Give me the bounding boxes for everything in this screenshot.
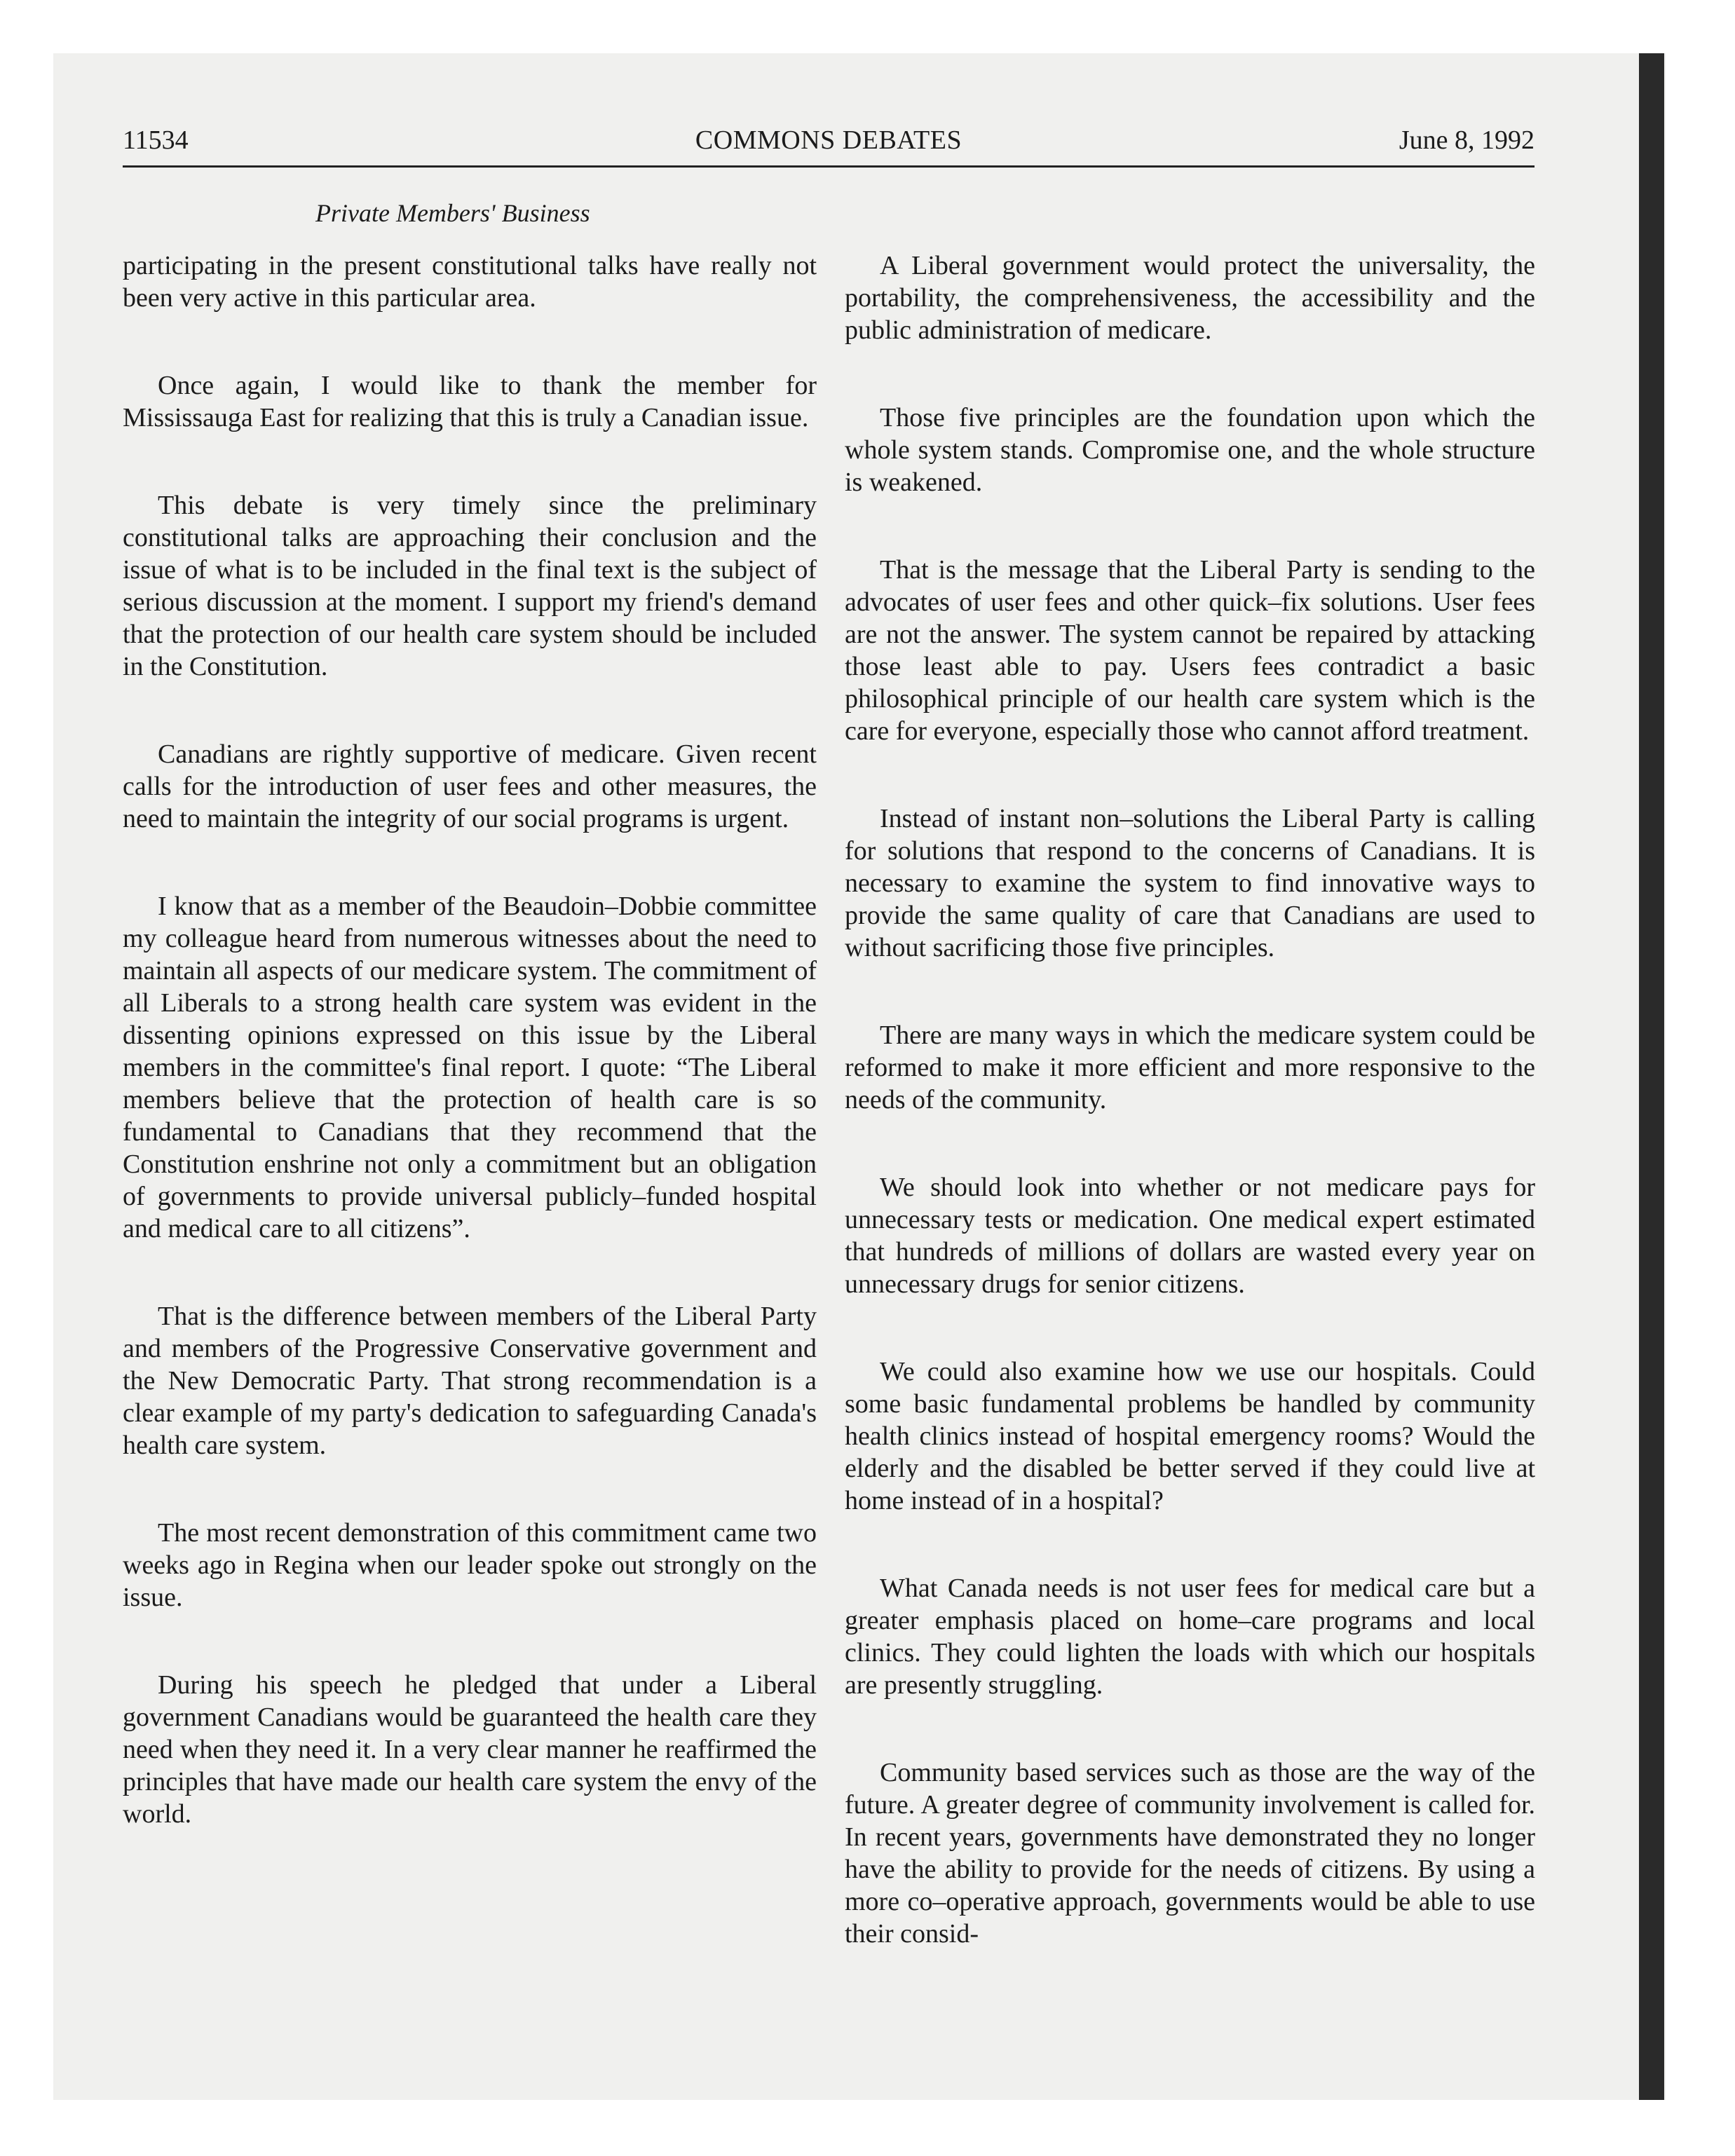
paragraph: That is the difference between members of the Liberal Party and members of the Progressive Conservative government and the New Democratic Party. That strong recommendation is a clear example of my party's dedication to safeguarding Canada's health care system. [123, 1302, 817, 1460]
paragraph: Instead of instant non–solutions the Liberal Party is calling for solutions that respond to the concerns of Canadians. It is necessary to examine the system to find innovative ways to provide the same quality of care that Canadians are used to without sacrificing those five principles. [845, 804, 1535, 962]
paragraph: The most recent demonstration of this commitment came two weeks ago in Regina when our leader spoke out strongly on the issue. [123, 1518, 817, 1612]
section-label: Private Members' Business [315, 199, 590, 227]
paragraph: We should look into whether or not medicare pays for unnecessary tests or medication. One medical expert estimated that hundreds of millions of dollars are wasted every year on unnecessary drugs for senior citizens. [845, 1173, 1535, 1299]
paragraph: We could also examine how we use our hospitals. Could some basic fundamental problems be handled by community health clinics instead of hospital emergency rooms? Would the elderly and the disabled be better served if they could live at home instead of in a hospital? [845, 1357, 1535, 1515]
paragraph: That is the message that the Liberal Party is sending to the advocates of user fees and other quick–fix solutions. User fees are not the answer. The system cannot be repaired by attacking those least able to pay. Users fees contradict a basic philosophical principle of our health care system which is the care for everyone, especially those who cannot afford treatment. [845, 555, 1535, 746]
paragraph: Community based services such as those are the way of the future. A greater degree of community involvement is called for. In recent years, governments have demonstrated they no longer have the ability to provide for the needs of citizens. By using a more co–operative approach, governments would be able to use their consid- [845, 1758, 1535, 1949]
header-rule [123, 165, 1535, 168]
page-header [123, 125, 1535, 165]
paragraph: I know that as a member of the Beaudoin–Dobbie committee my colleague heard from numerous witnesses about the need to maintain all aspects of our medicare system. The commitment of all Liberals to a strong health care system was evident in the dissenting opinions expressed on this issue by the Liberal members in the committee's final report. I quote: “The Liberal members believe that the protection of health care is so fundamental to Canadians that they recommend that the Constitution enshrine not only a commitment but an obligation of governments to provide universal publicly–funded hospital and medical care to all citizens”. [123, 892, 817, 1243]
publication-title: COMMONS DEBATES [695, 125, 962, 155]
paragraph: A Liberal government would protect the universality, the portability, the comprehensiveness, the accessibility and the public administration of medicare. [845, 251, 1535, 345]
scan-edge-shadow [1639, 53, 1664, 2100]
paragraph: Canadians are rightly supportive of medicare. Given recent calls for the introduction of user fees and other measures, the need to maintain the integrity of our social programs is urgent. [123, 739, 817, 833]
left-column [123, 250, 817, 1885]
paragraph: Those five principles are the foundation upon which the whole system stands. Compromise one, and the whole structure is weakened. [845, 403, 1535, 497]
paragraph: Once again, I would like to thank the member for Mississauga East for realizing that this is truly a Canadian issue. [123, 371, 817, 432]
right-column [845, 250, 1535, 2005]
publication-date: June 8, 1992 [1399, 125, 1535, 155]
paragraph: What Canada needs is not user fees for medical care but a greater emphasis placed on home–care programs and local clinics. They could lighten the loads with which our hospitals are presently struggling. [845, 1574, 1535, 1700]
paragraph: This debate is very timely since the preliminary constitutional talks are approaching their conclusion and the issue of what is to be included in the final text is the subject of serious discussion at the moment. I support my friend's demand that the protection of our health care system should be included in the Constitution. [123, 491, 817, 681]
paragraph: During his speech he pledged that under a Liberal government Canadians would be guaranteed the health care they need when they need it. In a very clear manner he reaffirmed the principles that have made our health care system the envy of the world. [123, 1670, 817, 1829]
paragraph: participating in the present constitutional talks have really not been very active in this particular area. [123, 251, 817, 313]
page-number: 11534 [123, 125, 189, 155]
paragraph: There are many ways in which the medicare system could be reformed to make it more efficient and more responsive to the needs of the community. [845, 1021, 1535, 1114]
